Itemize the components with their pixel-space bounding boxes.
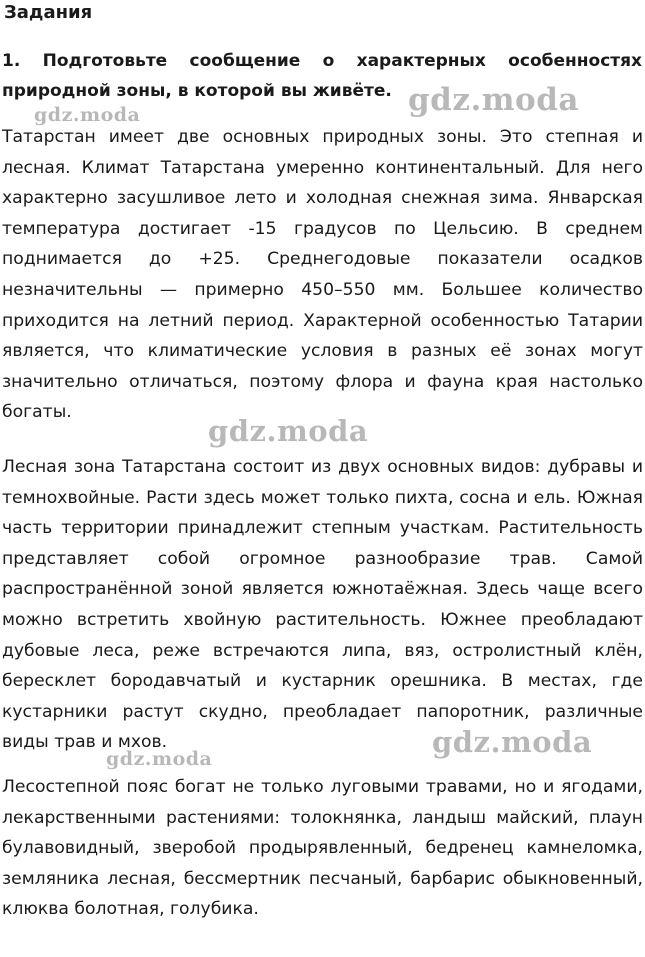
answer-paragraph-forest-zone: Лесная зона Татарстана состоит из двух основных видов: дубравы и темнохвойные. Расти здесь может только пихта, сосна и ель. Южная часть территории принадлежит степным участкам. Растительность представляет собой огромное разнообразие трав. Самой распространённой зоной является южнотаёжная. Здесь чаще всего можно встретить хвойную растительность. Южнее преобладают дубовые леса, реже встречаются липа, вяз, остролистный клён, бересклет бородавчатый и кустарник орешника. В местах, где кустарники растут скудно, преобладает папоротник, различные виды трав и мхов. [2, 457, 643, 753]
answer-paragraph-climate: Татарстан имеет две основных природных зоны. Это степная и лесная. Климат Татарстана умеренно континентальный. Для него характерно засушливое лето и холодная снежная зима. Январская температура достигает -15 градусов по Цельсию. В среднем поднимается до +25. Среднегодовые показатели осадков незначительны — примерно 450–550 мм. Большее количество приходится на летний период. Характерной особенностью Татарии является, что климатические условия в разных её зонах могут значительно отличаться, поэтому флора и фауна края настолько богаты. [2, 127, 643, 423]
watermark: gdz.moda [34, 104, 141, 126]
watermark: gdz.moda [408, 82, 579, 118]
watermark: gdz.moda [432, 725, 593, 759]
task-statement: 1. Подготовьте сообщение о характерных особенностях природной зоны, в которой вы живёте. [2, 51, 642, 101]
answer-paragraph-forest-steppe: Лесостепной пояс богат не только луговыми травами, но и ягодами, лекарственными растениями: толокнянка, ландыш майский, плаун булавовидный, зверобой продырявленный, бедренец камнеломка, земляника лесная, бессмертник песчаный, барбарис обыкновенный, клюква болотная, голубика. [2, 777, 643, 920]
section-heading: Задания [4, 2, 93, 23]
watermark: gdz.moda [208, 414, 369, 448]
watermark: gdz.moda [106, 748, 213, 770]
